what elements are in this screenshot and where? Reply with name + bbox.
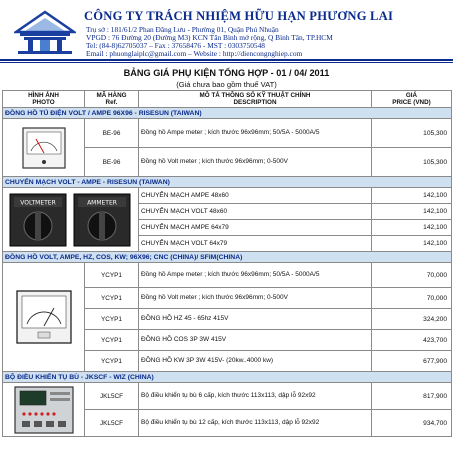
capacitor-controller-icon <box>12 384 76 436</box>
table-row <box>3 383 452 410</box>
table-row <box>3 188 452 204</box>
product-description: Đồng hồ Volt meter ; kích thước 96x96mm; 0-500V <box>139 288 372 309</box>
section-title: ĐỒNG HỒ VOLT, AMPE, HZ, COS, KW; 96X96; CNC (CHINA)/ SFIM(CHINA) <box>3 252 452 263</box>
company-logo-icon <box>14 10 76 54</box>
header-divider-thin <box>0 62 453 63</box>
section-title: BỘ ĐIỀU KHIỂN TỤ BÙ - JKSCF - WIZ (CHINA) <box>3 372 452 383</box>
product-price: 934,700 <box>372 410 452 437</box>
product-description: ĐỒNG HỒ HZ 45 - 65hz 415V <box>139 309 372 330</box>
product-photo <box>3 188 139 252</box>
product-description: CHUYỂN MẠCH AMPE 48x60 <box>139 188 372 204</box>
product-description: CHUYỂN MẠCH AMPE 64x79 <box>139 220 372 236</box>
header-code <box>85 91 139 108</box>
product-price: 142,100 <box>372 188 452 204</box>
product-description: CHUYỂN MẠCH VOLT 48x60 <box>139 204 372 220</box>
product-code: YCYP1 <box>85 263 139 288</box>
ammeter-switch <box>74 194 130 246</box>
product-price: 324,200 <box>372 309 452 330</box>
product-description: Đồng hồ Volt meter ; kích thước 96x96mm; 0-500V <box>139 148 372 177</box>
price-table <box>2 90 452 437</box>
product-description: Đồng hồ Ampe meter ; kích thước 96x96mm; 50/5A - 5000A/5 <box>139 263 372 288</box>
product-price: 142,100 <box>372 220 452 236</box>
product-price: 677,900 <box>372 351 452 372</box>
company-email: Email : phuonglaiplc@gmail.com – Website : http://diencongnghiep.com <box>86 49 303 58</box>
voltmeter-switch <box>10 194 66 246</box>
analog-meter-icon <box>14 288 74 346</box>
product-price: 105,300 <box>372 148 452 177</box>
company-phone: Tel: (84-8)62705037 – Fax : 37658476 - MST : 0303750548 <box>86 41 265 50</box>
section-header <box>3 108 452 119</box>
product-code: BE-96 <box>85 119 139 148</box>
ammeter-label: AMMETER <box>86 199 117 206</box>
section-header <box>3 177 452 188</box>
product-description: CHUYỂN MẠCH VOLT 64x79 <box>139 236 372 252</box>
product-code: BE-96 <box>85 148 139 177</box>
letterhead <box>0 0 453 60</box>
panel-meter-icon <box>21 126 67 170</box>
product-description: Bộ điều khiển tụ bù 12 cấp, kích thước 113x113, dập lỗ 92x92 <box>139 410 372 437</box>
product-price: 70,000 <box>372 288 452 309</box>
section-title: CHUYỂN MẠCH VOLT - AMPE - RISESUN (TAIWAN) <box>3 177 452 188</box>
header-photo <box>3 91 85 108</box>
product-price: 142,100 <box>372 236 452 252</box>
voltmeter-label: VOLTMETER <box>19 199 56 206</box>
product-code: JKL5CF <box>85 383 139 410</box>
product-code: YCYP1 <box>85 288 139 309</box>
company-address-2: VPGD : 76 Đường 20 (Đường M3) KCN Tân Bình mở rộng, Q Bình Tân, TP.HCM <box>86 33 333 42</box>
product-description: Đồng hồ Ampe meter ; kích thước 96x96mm; 50/5A - 5000A/5 <box>139 119 372 148</box>
product-description: Bộ điều khiển tụ bù 6 cấp, kích thước 113x113, dập lỗ 92x92 <box>139 383 372 410</box>
header-divider <box>0 59 453 61</box>
company-name: CÔNG TY TRÁCH NHIỆM HỮU HẠN PHƯƠNG LAI <box>84 9 394 23</box>
document-title: BẢNG GIÁ PHỤ KIỆN TỔNG HỢP - 01 / 04/ 2011 <box>123 68 330 78</box>
header-desc-label: MÔ TẢ THÔNG SỐ KỸ THUẬT CHÍNH DESCRIPTION <box>199 91 311 106</box>
product-photo <box>3 119 85 177</box>
product-photo <box>3 383 85 437</box>
product-description: ĐỒNG HỒ COS 3P 3W 415V <box>139 330 372 351</box>
header-photo-label: HÌNH ẢNH PHOTO <box>28 91 59 106</box>
company-address-1: Trụ sở : 181/61/2 Phan Đăng Lưu - Phường 01, Quận Phú Nhuận <box>86 25 279 34</box>
product-photo <box>3 263 85 372</box>
table-row <box>3 119 452 148</box>
product-price: 105,300 <box>372 119 452 148</box>
product-price: 142,100 <box>372 204 452 220</box>
section-header <box>3 252 452 263</box>
section-title: ĐỒNG HỒ TỦ ĐIỆN VOLT / AMPE 96X96 - RISESUN (TAIWAN) <box>3 108 452 119</box>
header-desc <box>139 91 372 108</box>
product-description: ĐỒNG HỒ KW 3P 3W 415V- (20kw..4000 kw) <box>139 351 372 372</box>
header-price <box>372 91 452 108</box>
header-price-label: GIÁ PRICE (VND) <box>392 91 431 106</box>
product-price: 423,700 <box>372 330 452 351</box>
table-header-row <box>3 91 452 108</box>
section-header <box>3 372 452 383</box>
document-subtitle: (Giá chưa bao gồm thuế VAT) <box>176 80 277 89</box>
table-row <box>3 263 452 288</box>
product-code: JKL5CF <box>85 410 139 437</box>
product-price: 817,900 <box>372 383 452 410</box>
selector-switch-icon <box>6 191 136 249</box>
header-code-label: MÃ HÀNG Ref. <box>96 91 127 106</box>
product-price: 70,000 <box>372 263 452 288</box>
product-code: YCYP1 <box>85 330 139 351</box>
product-code: YCYP1 <box>85 351 139 372</box>
product-code: YCYP1 <box>85 309 139 330</box>
